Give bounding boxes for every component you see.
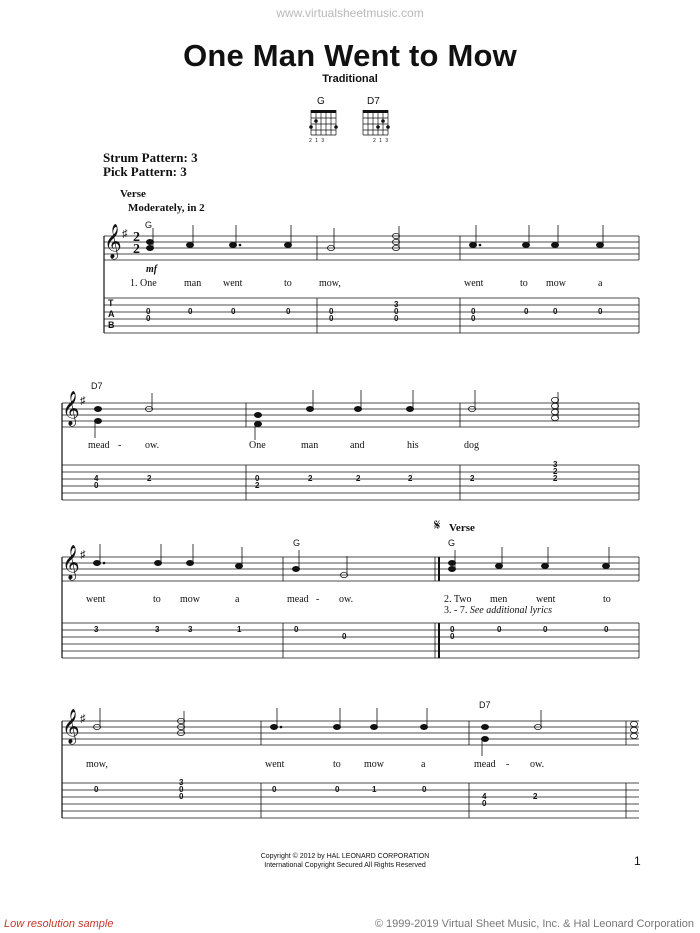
tab-number: 0 xyxy=(394,314,399,323)
tab-number: 3 xyxy=(155,625,160,634)
watermark: www.virtualsheetmusic.com xyxy=(276,6,424,20)
lyric: man xyxy=(184,278,202,289)
tab-number: 0 xyxy=(94,481,99,490)
tab-number: 0 xyxy=(604,625,609,634)
low-resolution-notice: Low resolution sample xyxy=(4,918,114,930)
key-signature-sharp: ♯ xyxy=(122,228,128,240)
lyric: One xyxy=(249,440,266,451)
composer-credit: Traditional xyxy=(322,73,378,85)
lyric: went xyxy=(265,759,285,770)
tab-number: 0 xyxy=(394,307,399,316)
pick-pattern: Pick Pattern: 3 xyxy=(103,164,187,179)
lyric: mead xyxy=(88,440,110,451)
lyric: went xyxy=(536,594,556,605)
tab-number: 2 xyxy=(408,474,413,483)
lyric: to xyxy=(520,278,528,289)
tab-number: 3 xyxy=(179,778,184,787)
tab-number: 2 xyxy=(255,481,260,490)
tab-number: 0 xyxy=(524,307,529,316)
lyric: mead xyxy=(474,759,496,770)
tab-number: 0 xyxy=(422,785,427,794)
tab-number: 0 xyxy=(450,625,455,634)
tab-number: 0 xyxy=(329,314,334,323)
tab-number: 2 xyxy=(308,474,313,483)
tab-number: 1 xyxy=(237,625,242,634)
tab-number: 0 xyxy=(272,785,277,794)
lyric: a xyxy=(421,759,426,770)
key-signature-sharp: ♯ xyxy=(80,549,86,561)
lyric: a xyxy=(598,278,603,289)
lyric: went xyxy=(86,594,106,605)
lyric: men xyxy=(490,594,508,605)
tab-number: 0 xyxy=(179,785,184,794)
tab-number: 0 xyxy=(471,314,476,323)
lyric: mow xyxy=(546,278,566,289)
finger-numbers: 2 1 3 xyxy=(309,138,326,144)
copyright-notice xyxy=(0,852,690,870)
tab-number: 2 xyxy=(553,467,558,476)
additional-lyrics-note: See additional lyrics xyxy=(469,605,553,616)
chord-symbol: G xyxy=(145,220,153,230)
lyric: went xyxy=(464,278,484,289)
lyric: to xyxy=(333,759,341,770)
chord-diagram-g xyxy=(309,96,339,146)
key-signature-sharp: ♯ xyxy=(80,395,86,407)
chord-diagram-d7 xyxy=(361,96,391,146)
segno-icon: 𝄋 xyxy=(434,518,441,534)
tab-number: 3 xyxy=(394,300,399,309)
chord-symbol: G xyxy=(448,538,456,548)
treble-clef-icon: 𝄞 xyxy=(62,392,80,425)
tab-number: 0 xyxy=(179,792,184,801)
tab-number: 3 xyxy=(553,460,558,469)
lyric: to xyxy=(153,594,161,605)
tab-number: 0 xyxy=(335,785,340,794)
footer-copyright: © 1999-2019 Virtual Sheet Music, Inc. & Hal Leonard Corporation xyxy=(374,918,694,930)
tab-number: 0 xyxy=(471,307,476,316)
segno-verse-label: Verse xyxy=(449,522,475,534)
lyric: mow, xyxy=(86,759,108,770)
key-signature-sharp: ♯ xyxy=(80,713,86,725)
finger-numbers: 2 1 3 xyxy=(373,138,390,144)
tab-number: 4 xyxy=(482,792,487,801)
lyric: - xyxy=(118,440,122,451)
lyric: and xyxy=(350,440,365,451)
lyric: 1. One xyxy=(130,278,157,289)
lyric: mow, xyxy=(319,278,341,289)
fretboard-icon xyxy=(309,109,339,137)
tab-number: 2 xyxy=(147,474,152,483)
page-number: 1 xyxy=(634,854,641,868)
tab-number: 0 xyxy=(482,799,487,808)
lyric: to xyxy=(603,594,611,605)
tab-number: 3 xyxy=(188,625,193,634)
chord-symbol: D7 xyxy=(479,700,491,710)
fretboard-icon xyxy=(361,109,391,137)
tab-number: 2 xyxy=(553,474,558,483)
chord-diagram-name: G xyxy=(317,96,325,107)
lyric: - xyxy=(506,759,510,770)
tab-number: 1 xyxy=(372,785,377,794)
chord-diagram-name: D7 xyxy=(367,96,380,107)
lyric: mow xyxy=(364,759,384,770)
lyric: man xyxy=(301,440,319,451)
song-title: One Man Went to Mow xyxy=(183,38,517,73)
tempo-marking: Moderately, in 2 xyxy=(128,202,205,214)
tab-number: 0 xyxy=(329,307,334,316)
chord-symbol: D7 xyxy=(91,381,103,391)
lyric: ow. xyxy=(339,594,354,605)
tab-number: 0 xyxy=(286,307,291,316)
tab-number: 0 xyxy=(450,632,455,641)
tab-number: 0 xyxy=(146,307,151,316)
lyric: ow. xyxy=(530,759,545,770)
lyric: went xyxy=(223,278,243,289)
copyright-line: International Copyright Secured All Rights Reserved xyxy=(264,862,426,869)
lyric: 2. Two xyxy=(444,594,472,605)
tab-number: 0 xyxy=(342,632,347,641)
tab-number: 2 xyxy=(356,474,361,483)
treble-clef-icon: 𝄞 xyxy=(104,225,122,258)
strum-pattern: Strum Pattern: 3 xyxy=(103,150,198,165)
lyric: dog xyxy=(464,440,479,451)
verse-label: Verse xyxy=(120,188,146,200)
lyric: to xyxy=(284,278,292,289)
tab-number: 0 xyxy=(294,625,299,634)
tab-number: 0 xyxy=(146,314,151,323)
dynamic-marking: mf xyxy=(146,264,158,275)
lyric: a xyxy=(235,594,240,605)
tab-number: 0 xyxy=(553,307,558,316)
lyric: - xyxy=(316,594,320,605)
verse-range: 3. - 7. xyxy=(444,605,468,616)
patterns xyxy=(103,151,198,179)
lyric: his xyxy=(407,440,419,451)
tab-number: 0 xyxy=(188,307,193,316)
tab-number: 2 xyxy=(533,792,538,801)
tab-number: 0 xyxy=(497,625,502,634)
tab-number: 0 xyxy=(94,785,99,794)
tab-number: 0 xyxy=(255,474,260,483)
chord-symbol: G xyxy=(293,538,301,548)
tab-number: 2 xyxy=(470,474,475,483)
tab-clef: T A B xyxy=(108,298,115,330)
tab-number: 0 xyxy=(231,307,236,316)
tab-number: 0 xyxy=(543,625,548,634)
copyright-line: Copyright © 2012 by HAL LEONARD CORPORATION xyxy=(260,853,430,860)
tab-number: 3 xyxy=(94,625,99,634)
lyric-additional xyxy=(444,605,552,616)
lyric: mow xyxy=(180,594,200,605)
tab-number: 0 xyxy=(598,307,603,316)
lyric: mead xyxy=(287,594,309,605)
tab-number: 4 xyxy=(94,474,99,483)
treble-clef-icon: 𝄞 xyxy=(62,546,80,579)
lyric: ow. xyxy=(145,440,160,451)
treble-clef-icon: 𝄞 xyxy=(62,710,80,743)
time-signature: 2 2 xyxy=(133,230,140,257)
